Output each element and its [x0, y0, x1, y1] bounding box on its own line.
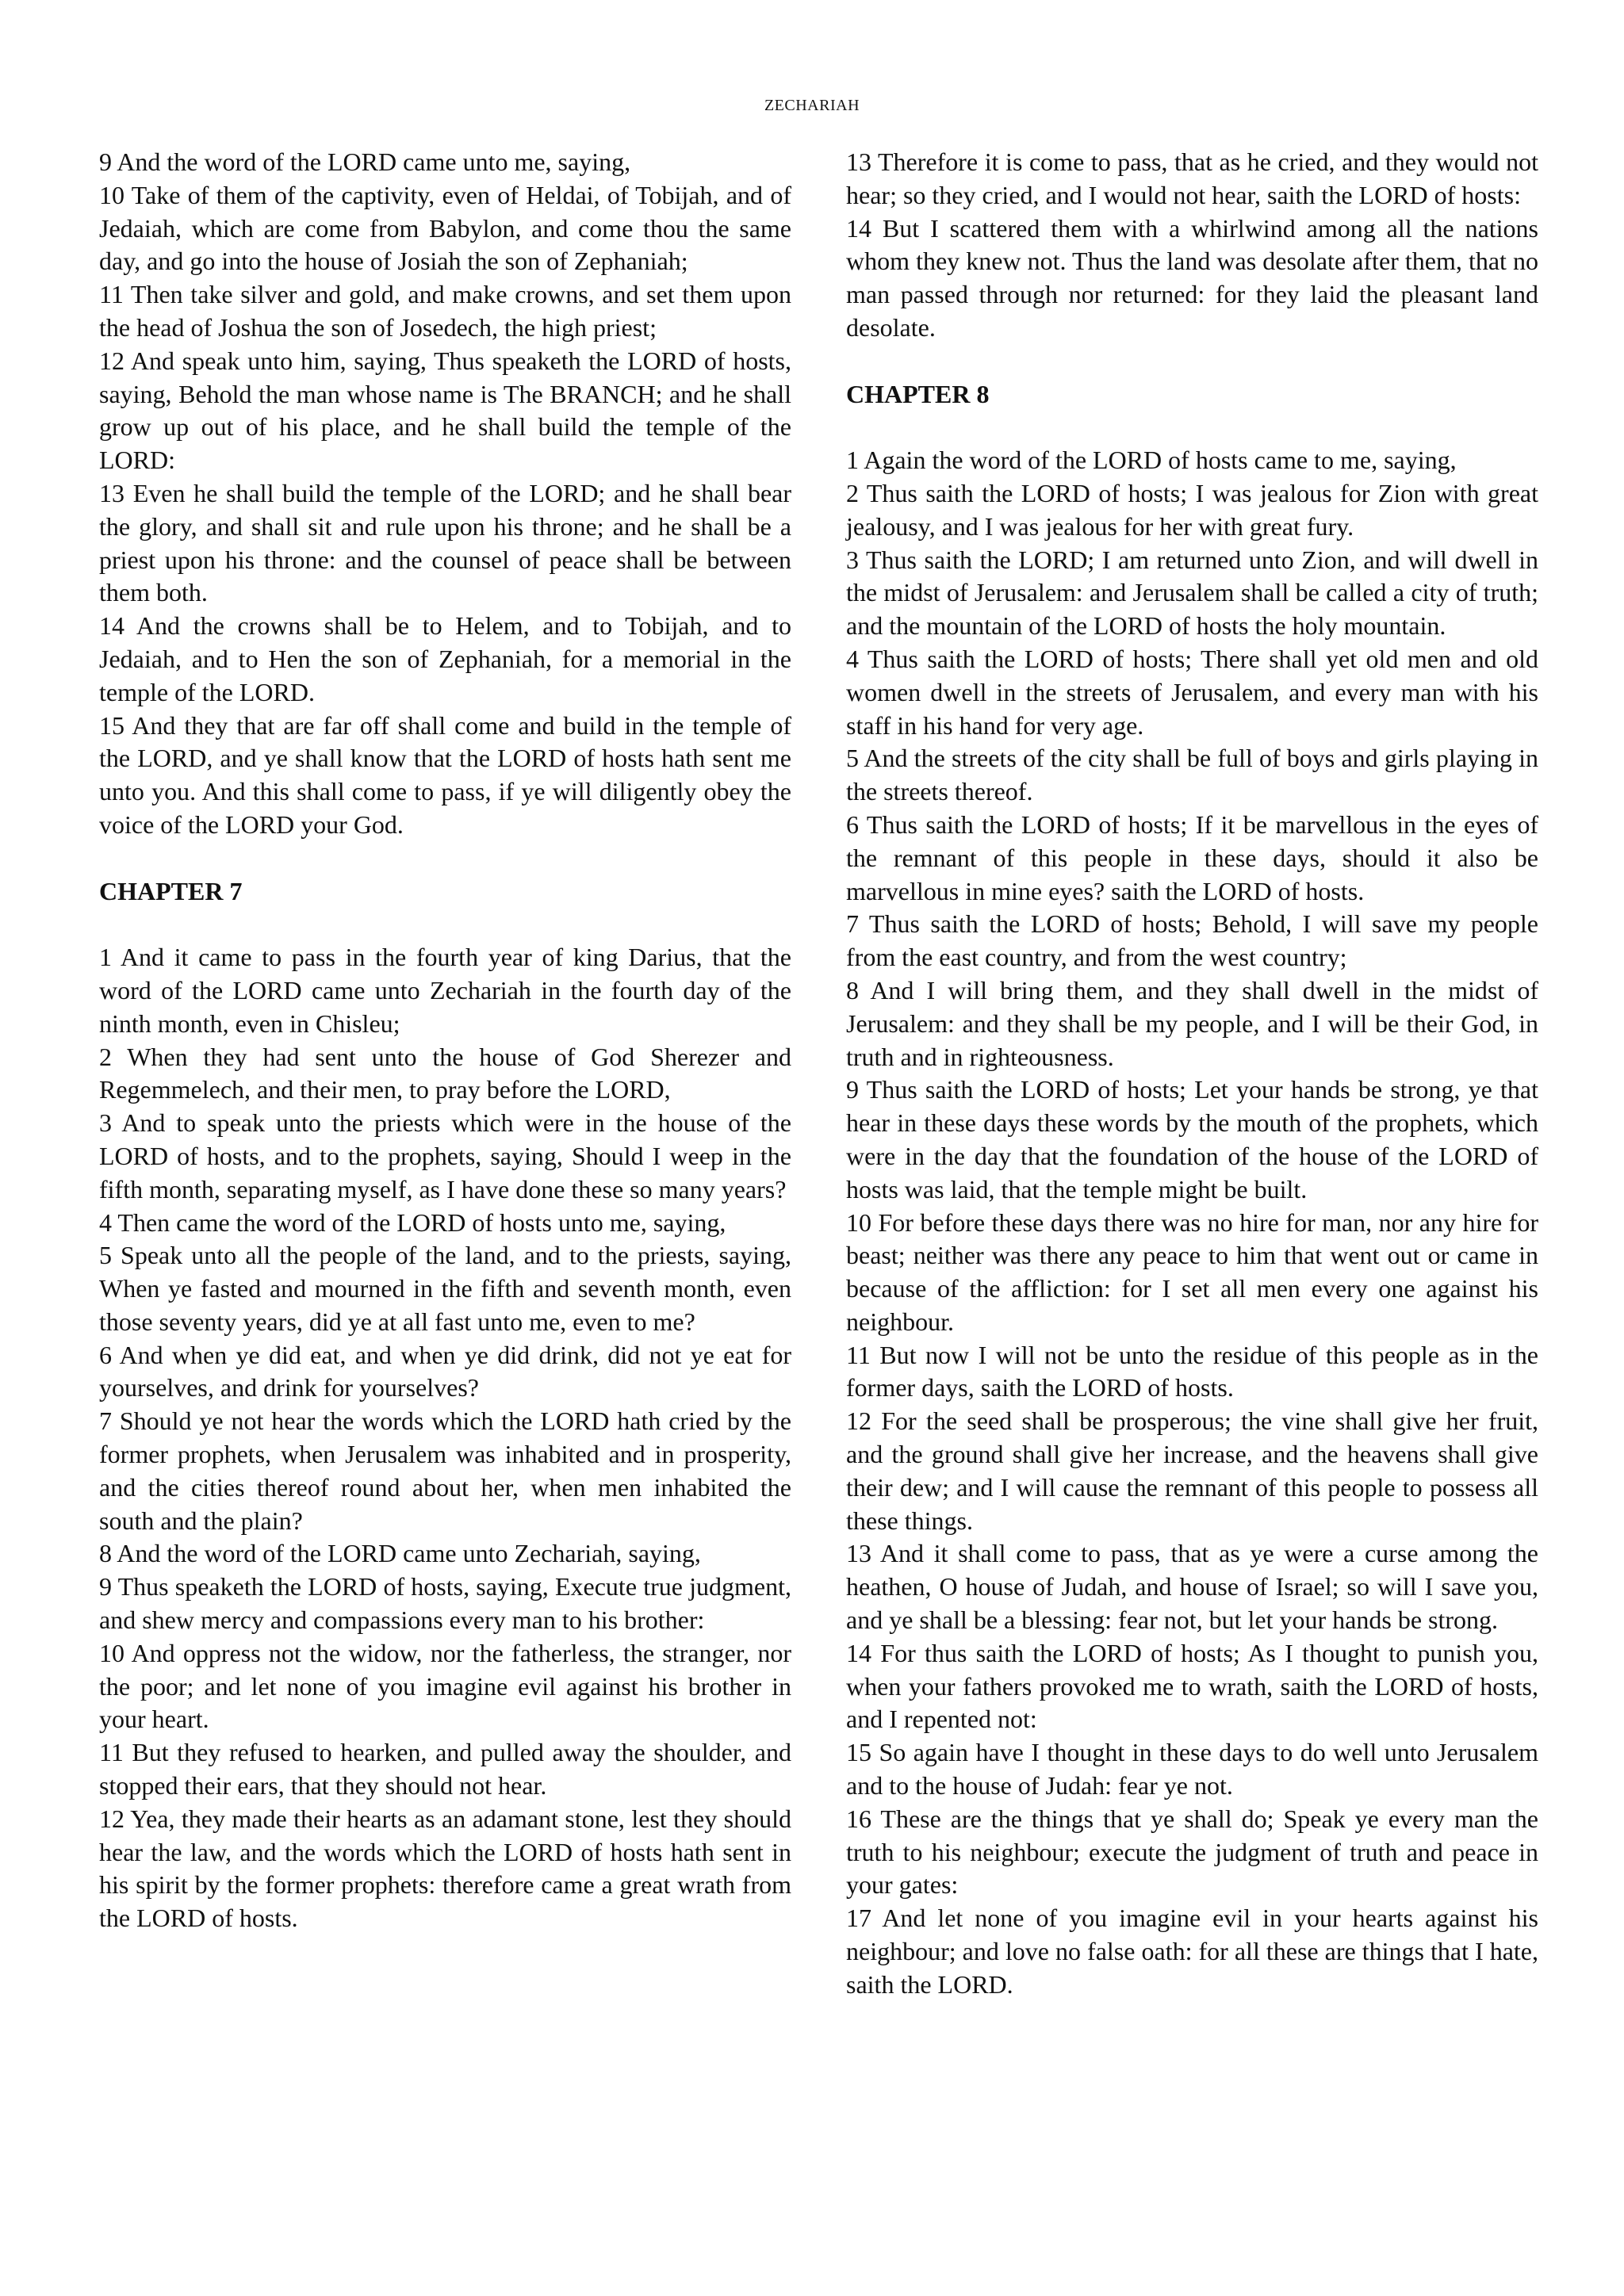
verse: 1 And it came to pass in the fourth year of king Darius, that the word of the LORD came unto Zechariah in the fourth day of the ninth month, even in Chisleu; [99, 943, 791, 1038]
left-column [99, 146, 791, 1935]
verse: 12 And speak unto him, saying, Thus speaketh the LORD of hosts, saying, Behold the man whose name is The BRANCH; and he shall grow up out of his place, and he shall build the temple of the LORD: [99, 346, 791, 475]
verse: 11 But now I will not be unto the residue of this people as in the former days, saith the LORD of hosts. [846, 1340, 1538, 1402]
right-column [846, 146, 1538, 2002]
verse: 11 But they refused to hearken, and pulled away the shoulder, and stopped their ears, that they should not hear. [99, 1738, 791, 1800]
verse: 5 Speak unto all the people of the land, and to the priests, saying, When ye fasted and mourned in the fifth and seventh month, even those seventy years, did ye at all fast unto me, even to me? [99, 1241, 791, 1336]
verse: 9 Thus saith the LORD of hosts; Let your hands be strong, ye that hear in these days these words by the mouth of the prophets, which were in the day that the foundation of the house of the LORD of hosts was laid, that the temple might be built. [846, 1075, 1538, 1203]
verse: 6 And when ye did eat, and when ye did drink, did not ye eat for yourselves, and drink for yourselves? [99, 1340, 791, 1402]
verse: 4 Then came the word of the LORD of hosts unto me, saying, [99, 1207, 726, 1237]
verse: 10 And oppress not the widow, nor the fatherless, the stranger, nor the poor; and let none of you imagine evil against his brother in your heart. [99, 1638, 791, 1734]
verse: 6 Thus saith the LORD of hosts; If it be marvellous in the eyes of the remnant of this people in these days, should it also be marvellous in mine eyes? saith the LORD of hosts. [846, 809, 1538, 905]
verse: 3 Thus saith the LORD; I am returned unto Zion, and will dwell in the midst of Jerusalem: and Jerusalem shall be called a city of truth; and the mountain of the LORD of hosts the holy mountain. [846, 545, 1538, 641]
verse: 8 And I will bring them, and they shall dwell in the midst of Jerusalem: and they shall be my people, and I will be their God, in truth and in righteousness. [846, 975, 1538, 1071]
verse: 10 For before these days there was no hire for man, nor any hire for beast; neither was there any peace to him that went out or came in because of the affliction: for I set all men every one against his neighbour. [846, 1207, 1538, 1336]
verse: 9 And the word of the LORD came unto me, saying, [99, 147, 631, 176]
verse: 15 And they that are far off shall come and build in the temple of the LORD, and ye shall know that the LORD of hosts hath sent me unto you. And this shall come to pass, if ye will diligently obey the voice of the LORD your God. [99, 710, 791, 839]
verse: 14 For thus saith the LORD of hosts; As I thought to punish you, when your fathers provoked me to wrath, saith the LORD of hosts, and I repented not: [846, 1638, 1538, 1734]
verse: 7 Should ye not hear the words which the LORD hath cried by the former prophets, when Jerusalem was inhabited and in prosperity, and the cities thereof round about her, when men inhabited the south and the plain? [99, 1406, 791, 1535]
verse: 13 Therefore it is come to pass, that as he cried, and they would not hear; so they cried, and I would not hear, saith the LORD of hosts: [846, 147, 1538, 209]
verse: 15 So again have I thought in these days to do well unto Jerusalem and to the house of Judah: fear ye not. [846, 1738, 1538, 1800]
verse: 14 And the crowns shall be to Helem, and to Tobijah, and to Jedaiah, and to Hen the son of Zephaniah, for a memorial in the temple of the LORD. [99, 611, 791, 706]
page-header: ZECHARIAH [764, 97, 860, 114]
verse: 5 And the streets of the city shall be full of boys and girls playing in the streets thereof. [846, 744, 1538, 806]
verse: 13 Even he shall build the temple of the LORD; and he shall bear the glory, and shall sit and rule upon his throne; and he shall be a priest upon his throne: and the counsel of peace shall be between them both. [99, 478, 791, 607]
verse: 2 When they had sent unto the house of God Sherezer and Regemmelech, and their men, to pray before the LORD, [99, 1042, 791, 1104]
verse: 12 For the seed shall be prosperous; the vine shall give her fruit, and the ground shall give her increase, and the heavens shall give their dew; and I will cause the remnant of this people to possess all these things. [846, 1406, 1538, 1535]
verse: 10 Take of them of the captivity, even of Heldai, of Tobijah, and of Jedaiah, which are come from Babylon, and come thou the same day, and go into the house of Josiah the son of Zephaniah; [99, 180, 791, 276]
verse: 14 But I scattered them with a whirlwind among all the nations whom they knew not. Thus the land was desolate after them, that no man passed through nor returned: for they laid the pleasant land desolate. [846, 213, 1538, 342]
chapter-heading: CHAPTER 8 [846, 379, 990, 408]
verse: 7 Thus saith the LORD of hosts; Behold, I will save my people from the east country, and from the west country; [846, 909, 1538, 972]
verse: 11 Then take silver and gold, and make crowns, and set them upon the head of Joshua the son of Josedech, the high priest; [99, 280, 791, 342]
verse: 13 And it shall come to pass, that as ye were a curse among the heathen, O house of Judah, and house of Israel; so will I save you, and ye shall be a blessing: fear not, but let your hands be strong. [846, 1539, 1538, 1635]
verse: 3 And to speak unto the priests which were in the house of the LORD of hosts, and to the prophets, saying, Should I weep in the fifth month, separating myself, as I have done these so many years? [99, 1108, 791, 1203]
verse: 12 Yea, they made their hearts as an adamant stone, lest they should hear the law, and the words which the LORD of hosts hath sent in his spirit by the former prophets: therefore came a great wrath from the LORD of hosts. [99, 1804, 791, 1933]
verse: 1 Again the word of the LORD of hosts came to me, saying, [846, 446, 1457, 475]
verse: 8 And the word of the LORD came unto Zechariah, saying, [99, 1539, 701, 1568]
verse: 16 These are the things that ye shall do; Speak ye every man the truth to his neighbour; execute the judgment of truth and peace in your gates: [846, 1804, 1538, 1900]
verse: 9 Thus speaketh the LORD of hosts, saying, Execute true judgment, and shew mercy and compassions every man to his brother: [99, 1572, 791, 1635]
chapter-heading: CHAPTER 7 [99, 876, 243, 905]
verse: 2 Thus saith the LORD of hosts; I was jealous for Zion with great jealousy, and I was jealous for her with great fury. [846, 478, 1538, 541]
verse: 17 And let none of you imagine evil in your hearts against his neighbour; and love no false oath: for all these are things that I hate, saith the LORD. [846, 1904, 1538, 1999]
verse: 4 Thus saith the LORD of hosts; There shall yet old men and old women dwell in the streets of Jerusalem, and every man with his staff in his hand for very age. [846, 644, 1538, 740]
